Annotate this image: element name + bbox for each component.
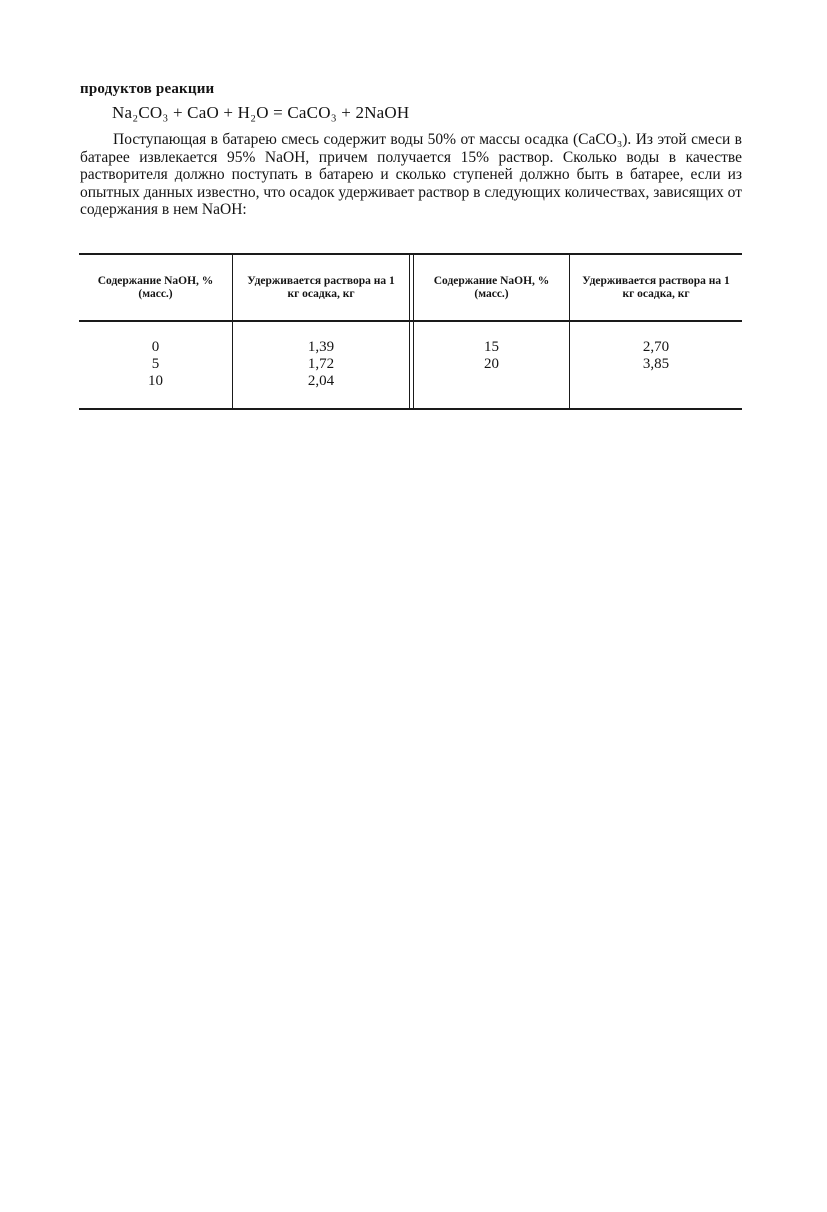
table-cell: 0 <box>151 339 160 355</box>
header-naoh-content-left: Содержание NaOH, % (масс.) <box>97 274 214 300</box>
reaction-equation: Na₂CO₃ + CaO + H₂O = CaCO₃ + 2NaOH <box>112 103 410 122</box>
table-bottom-rule <box>79 408 742 410</box>
table-header-rule <box>79 320 742 322</box>
problem-paragraph: Поступающая в батарею смесь содержит воды 50% от массы осадка (CaCO₃). Из этой смеси в батарее извлекается 95% NaOH, причем получается 15% раствор. Сколько воды в качестве растворителя должно поступать в батарею и сколько ступеней должно быть в батарее, если из опытных данных известно, что осадок удерживает раствор в следующих количествах, зависящих от содержания в нем NaOH: <box>80 131 743 218</box>
header-retained-left: Удерживается раствора на 1 кг осадка, кг <box>247 274 395 300</box>
column-naoh-right <box>414 339 569 373</box>
table-cell: 2,70 <box>642 339 670 355</box>
header-retained-right: Удерживается раствора на 1 кг осадка, кг <box>582 274 730 300</box>
table-cell: 1,72 <box>307 356 335 372</box>
column-retained-left <box>233 339 409 390</box>
retention-table <box>79 253 742 410</box>
intro-text: продуктов реакции <box>80 81 215 97</box>
column-retained-right <box>570 339 742 373</box>
table-cell: 2,04 <box>307 373 335 389</box>
table-cell: 20 <box>484 356 499 372</box>
header-naoh-content-right: Содержание NaOH, % (масс.) <box>433 274 550 300</box>
table-cell: 5 <box>151 356 160 372</box>
table-cell: 1,39 <box>307 339 335 355</box>
table-cell: 3,85 <box>642 356 670 372</box>
table-cell: 15 <box>484 339 499 355</box>
column-divider-double <box>409 255 410 408</box>
table-cell: 10 <box>148 373 163 389</box>
column-naoh-left <box>79 339 232 390</box>
